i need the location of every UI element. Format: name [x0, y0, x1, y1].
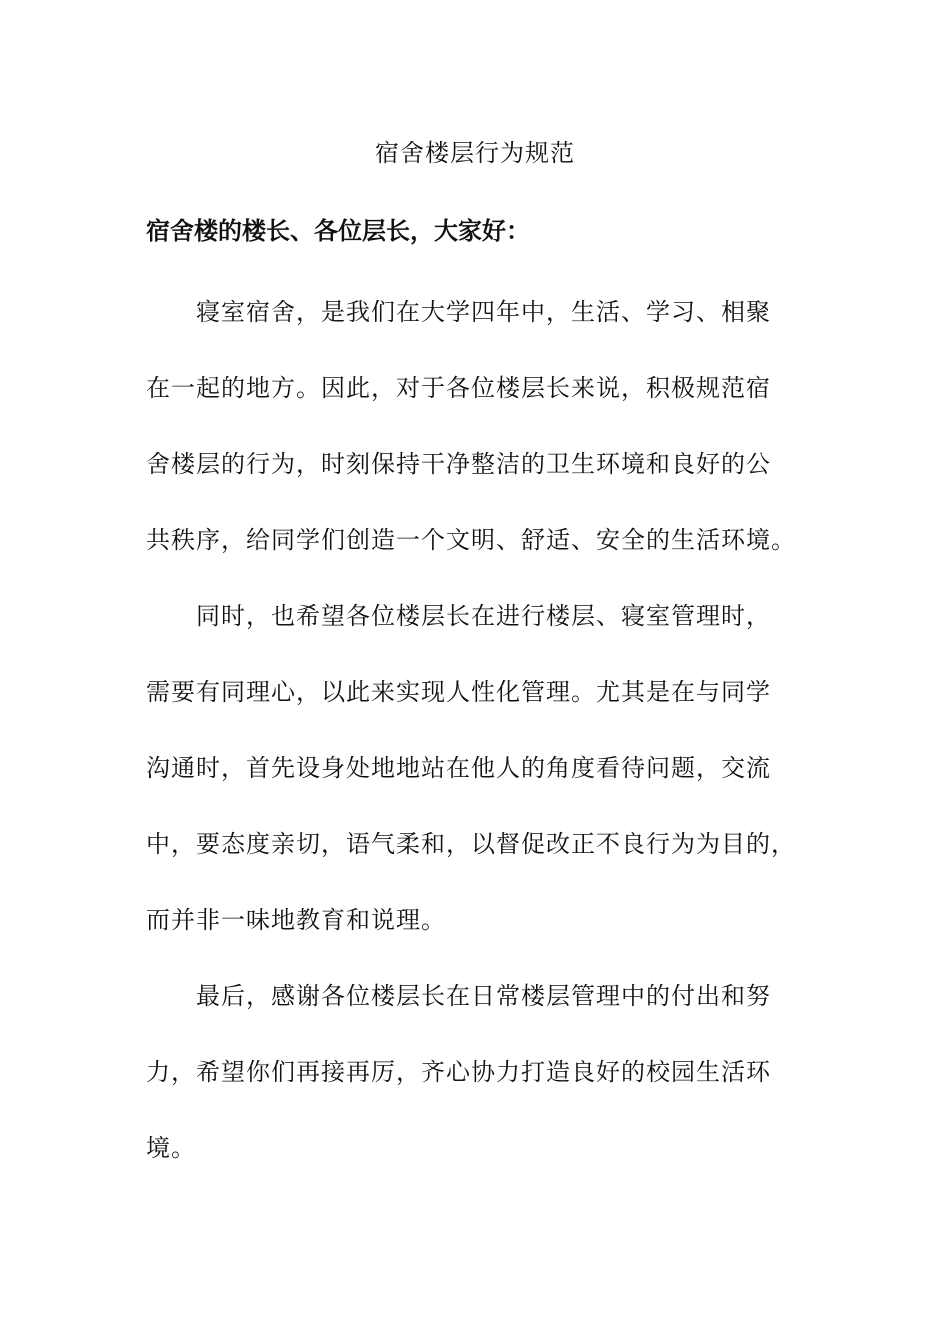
paragraph-line: 同时，也希望各位楼层长在进行楼层、寝室管理时，: [196, 602, 771, 630]
paragraph-line: 力，希望你们再接再厉，齐心协力打造良好的校园生活环: [146, 1058, 771, 1086]
paragraph-line: 最后，感谢各位楼层长在日常楼层管理中的付出和努: [196, 982, 771, 1010]
document-title: 宿舍楼层行为规范: [375, 139, 575, 167]
paragraph-line: 而并非一味地教育和说理。: [146, 906, 446, 934]
paragraph-line: 沟通时，首先设身处地地站在他人的角度看待问题，交流: [146, 754, 771, 782]
paragraph-line: 寝室宿舍，是我们在大学四年中，生活、学习、相聚: [196, 298, 771, 326]
paragraph-line: 需要有同理心，以此来实现人性化管理。尤其是在与同学: [146, 678, 771, 706]
paragraph-thanks: [146, 976, 806, 1204]
paragraph-line: 舍楼层的行为，时刻保持干净整洁的卫生环境和良好的公: [146, 450, 771, 478]
paragraph-line: 中，要态度亲切，语气柔和，以督促改正不良行为为目的，: [146, 830, 796, 858]
greeting: 宿舍楼的楼长、各位层长，大家好：: [146, 216, 530, 245]
paragraph-intro: [146, 292, 806, 596]
paragraph-line: 在一起的地方。因此，对于各位楼层长来说，积极规范宿: [146, 374, 771, 402]
paragraph-empathy: [146, 596, 806, 976]
paragraph-line: 境。: [146, 1134, 196, 1162]
paragraph-line: 共秩序，给同学们创造一个文明、舒适、安全的生活环境。: [146, 526, 796, 554]
